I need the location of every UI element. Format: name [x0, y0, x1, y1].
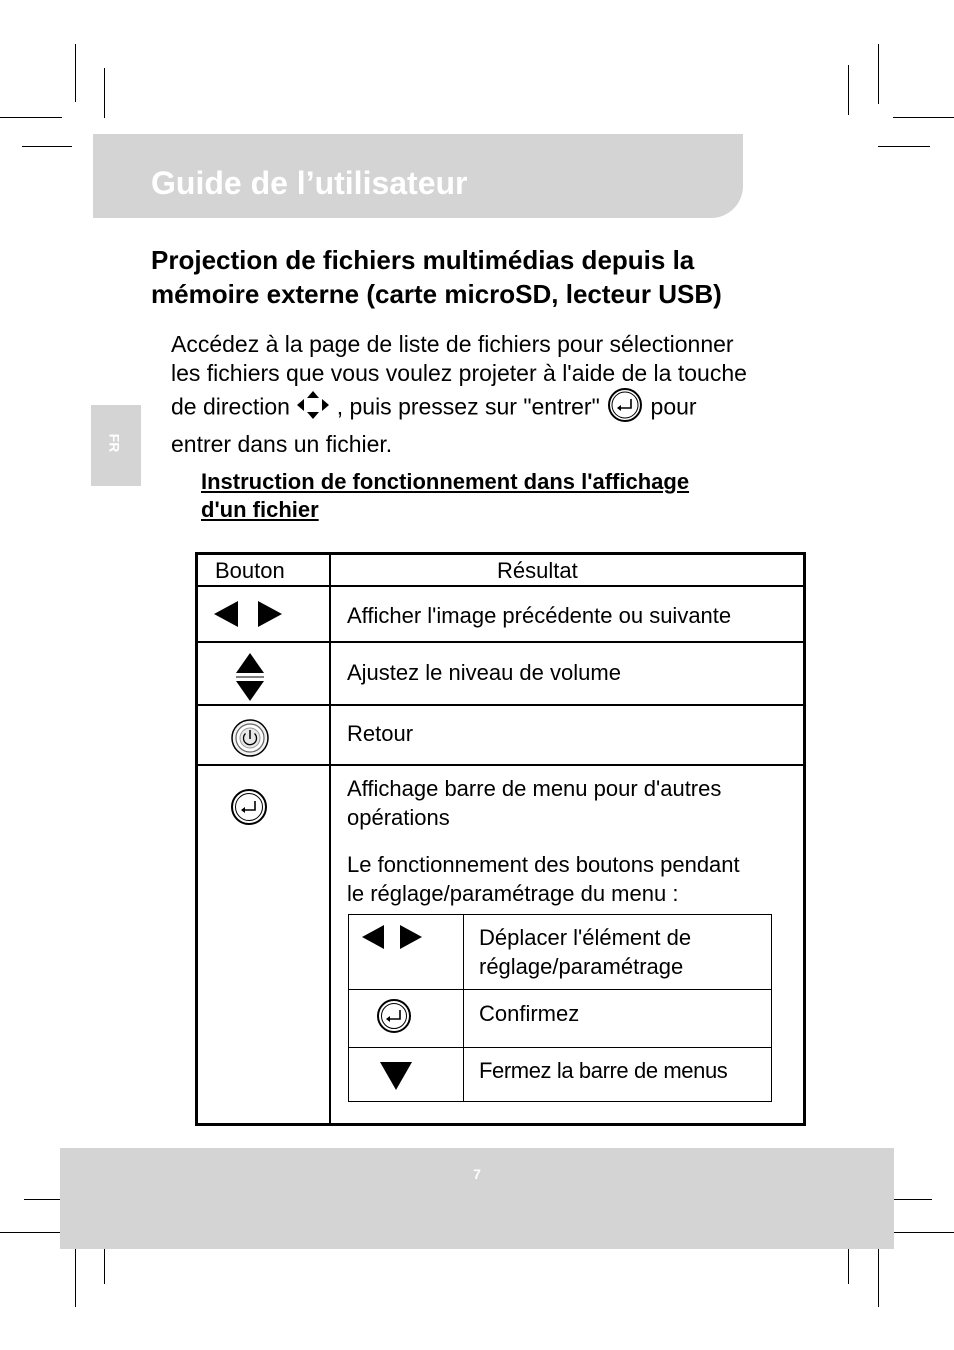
- table-divider: [349, 989, 771, 990]
- table-divider: [198, 764, 803, 766]
- table-divider: [198, 585, 803, 587]
- intro-line: Accédez à la page de liste de fichiers pour sélectionner: [171, 331, 734, 357]
- intro-line: entrer dans un fichier.: [171, 430, 393, 457]
- crop-mark: [894, 1232, 954, 1233]
- table-row-result: Ajustez le niveau de volume: [347, 660, 621, 685]
- power-button-icon: [230, 718, 270, 763]
- intro-paragraph: [171, 330, 811, 458]
- language-label: FR: [106, 433, 123, 453]
- page-header-title: Guide de l’utilisateur: [151, 165, 468, 201]
- up-down-arrows-icon: [235, 653, 265, 706]
- direction-pad-icon: [296, 390, 330, 427]
- down-triangle-icon: [380, 1062, 412, 1095]
- page-number: 7: [473, 1166, 481, 1182]
- left-right-arrows-icon: [214, 601, 282, 632]
- crop-mark: [104, 68, 105, 118]
- table-row-result: Afficher l'image précédente ou suivante: [347, 603, 732, 628]
- enter-button-icon: [230, 788, 268, 831]
- subsection-title-line: Instruction de fonctionnement dans l'affichage: [201, 469, 690, 494]
- section-title-line: mémoire externe (carte microSD, lecteur USB): [151, 279, 722, 309]
- footer-banner: [60, 1148, 894, 1249]
- nested-row-result: Déplacer l'élément de: [479, 925, 692, 950]
- table-row-result: opérations: [347, 805, 450, 830]
- left-right-arrows-icon: [362, 925, 422, 954]
- column-header-button: Bouton: [215, 558, 285, 583]
- intro-line: les fichiers que vous voulez projeter à l'aide de la touche: [171, 359, 747, 386]
- section-title-line: Projection de fichiers multimédias depuis la: [151, 245, 695, 275]
- crop-mark: [75, 44, 76, 102]
- table-divider: [463, 915, 464, 1101]
- column-header-result: Résultat: [497, 558, 578, 583]
- subsection-title-line: d'un fichier: [201, 497, 319, 522]
- crop-mark: [0, 117, 62, 118]
- nested-row-result: réglage/paramétrage: [479, 954, 684, 979]
- nested-row-result: Confirmez: [479, 1001, 580, 1026]
- crop-mark: [104, 1249, 105, 1284]
- crop-mark: [0, 1232, 60, 1233]
- language-tab: [91, 405, 141, 486]
- crop-mark: [878, 1249, 879, 1307]
- enter-button-icon: [376, 998, 412, 1039]
- crop-mark: [878, 44, 879, 104]
- crop-mark: [894, 1199, 932, 1200]
- nested-row-result: Fermez la barre de menus: [479, 1058, 728, 1083]
- table-row-result: Affichage barre de menu pour d'autres: [347, 776, 722, 801]
- crop-mark: [848, 65, 849, 115]
- table-row-note: le réglage/paramétrage du menu :: [347, 881, 679, 906]
- intro-line: de direction , puis pressez sur "entrer" pour: [171, 387, 811, 430]
- table-row-result: Retour: [347, 721, 414, 746]
- button-function-table: [195, 552, 806, 1126]
- crop-mark: [24, 1199, 62, 1200]
- subsection-title: [201, 468, 781, 524]
- table-divider: [198, 641, 803, 643]
- table-divider: [198, 704, 803, 706]
- crop-mark: [878, 146, 930, 147]
- crop-mark: [75, 1249, 76, 1307]
- crop-mark: [22, 146, 72, 147]
- section-title: [151, 243, 811, 311]
- menu-buttons-table: [348, 914, 772, 1102]
- crop-mark: [848, 1249, 849, 1284]
- enter-button-icon: [606, 387, 644, 430]
- table-divider: [349, 1047, 771, 1048]
- table-row-note: Le fonctionnement des boutons pendant: [347, 852, 740, 877]
- crop-mark: [893, 117, 954, 118]
